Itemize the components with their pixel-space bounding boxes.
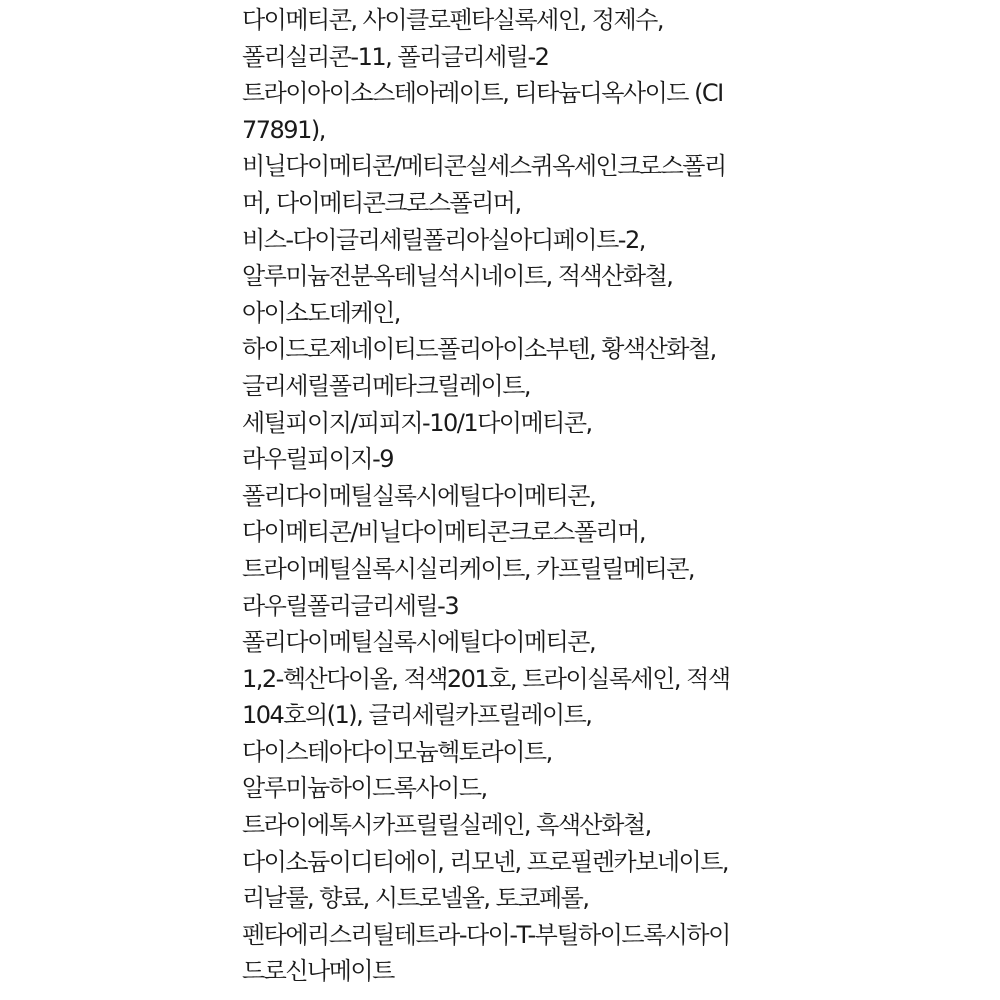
ingredient-line-24: 다이소듐이디티에이, 리모넨, 프로필렌카보네이트, <box>242 847 729 876</box>
ingredient-line-15: 다이메티콘/비닐다이메티콘크로스폴리머, <box>242 518 646 547</box>
ingredient-line-23: 트라이에톡시카프릴릴실레인, 흑색산화철, <box>242 811 651 840</box>
ingredient-line-22: 알루미늄하이드록사이드, <box>242 774 487 803</box>
ingredient-line-12: 세틸피이지/피피지-10/1다이메티콘, <box>242 408 592 437</box>
ingredient-line-10: 하이드로제네이티드폴리아이소부텐, 황색산화철, <box>242 335 716 364</box>
ingredient-line-13: 라우릴피이지-9 <box>242 445 394 474</box>
ingredient-line-7: 비스-다이글리세릴폴리아실아디페이트-2, <box>242 225 645 254</box>
ingredient-list <box>242 2 782 990</box>
ingredient-line-25: 리날룰, 향료, 시트로넬올, 토코페롤, <box>242 884 589 913</box>
ingredient-line-17: 라우릴폴리글리세릴-3 <box>242 591 459 620</box>
ingredient-line-1: 다이메티콘, 사이클로펜타실록세인, 정제수, <box>242 6 663 34</box>
ingredient-line-27: 드로신나메이트 <box>242 957 394 986</box>
ingredient-line-8: 알루미늄전분옥테닐석시네이트, 적색산화철, <box>242 262 673 291</box>
ingredient-line-5: 비닐다이메티콘/메티콘실세스퀴옥세인크로스폴리 <box>242 152 726 181</box>
ingredient-line-16: 트라이메틸실록시실리케이트, 카프릴릴메티콘, <box>242 554 695 583</box>
ingredient-line-6: 머, 다이메티콘크로스폴리머, <box>242 188 521 217</box>
ingredient-line-9: 아이소도데케인, <box>242 298 400 327</box>
ingredient-line-3: 트라이아이소스테아레이트, 티타늄디옥사이드 (CI <box>242 79 723 108</box>
ingredient-line-19: 1,2-헥산다이올, 적색201호, 트라이실록세인, 적색 <box>242 664 730 693</box>
ingredient-line-18: 폴리다이메틸실록시에틸다이메티콘, <box>242 628 596 657</box>
ingredient-line-11: 글리세릴폴리메타크릴레이트, <box>242 371 531 400</box>
ingredient-line-2: 폴리실리콘-11, 폴리글리세릴-2 <box>242 42 549 71</box>
ingredient-line-26: 펜타에리스리틸테트라-다이-T-부틸하이드록시하이 <box>242 920 730 949</box>
ingredient-line-20: 104호의(1), 글리세릴카프릴레이트, <box>242 701 592 730</box>
ingredient-line-14: 폴리다이메틸실록시에틸다이메티콘, <box>242 481 596 510</box>
ingredient-line-21: 다이스테아다이모늄헥토라이트, <box>242 737 552 766</box>
ingredient-line-4: 77891), <box>242 115 325 144</box>
